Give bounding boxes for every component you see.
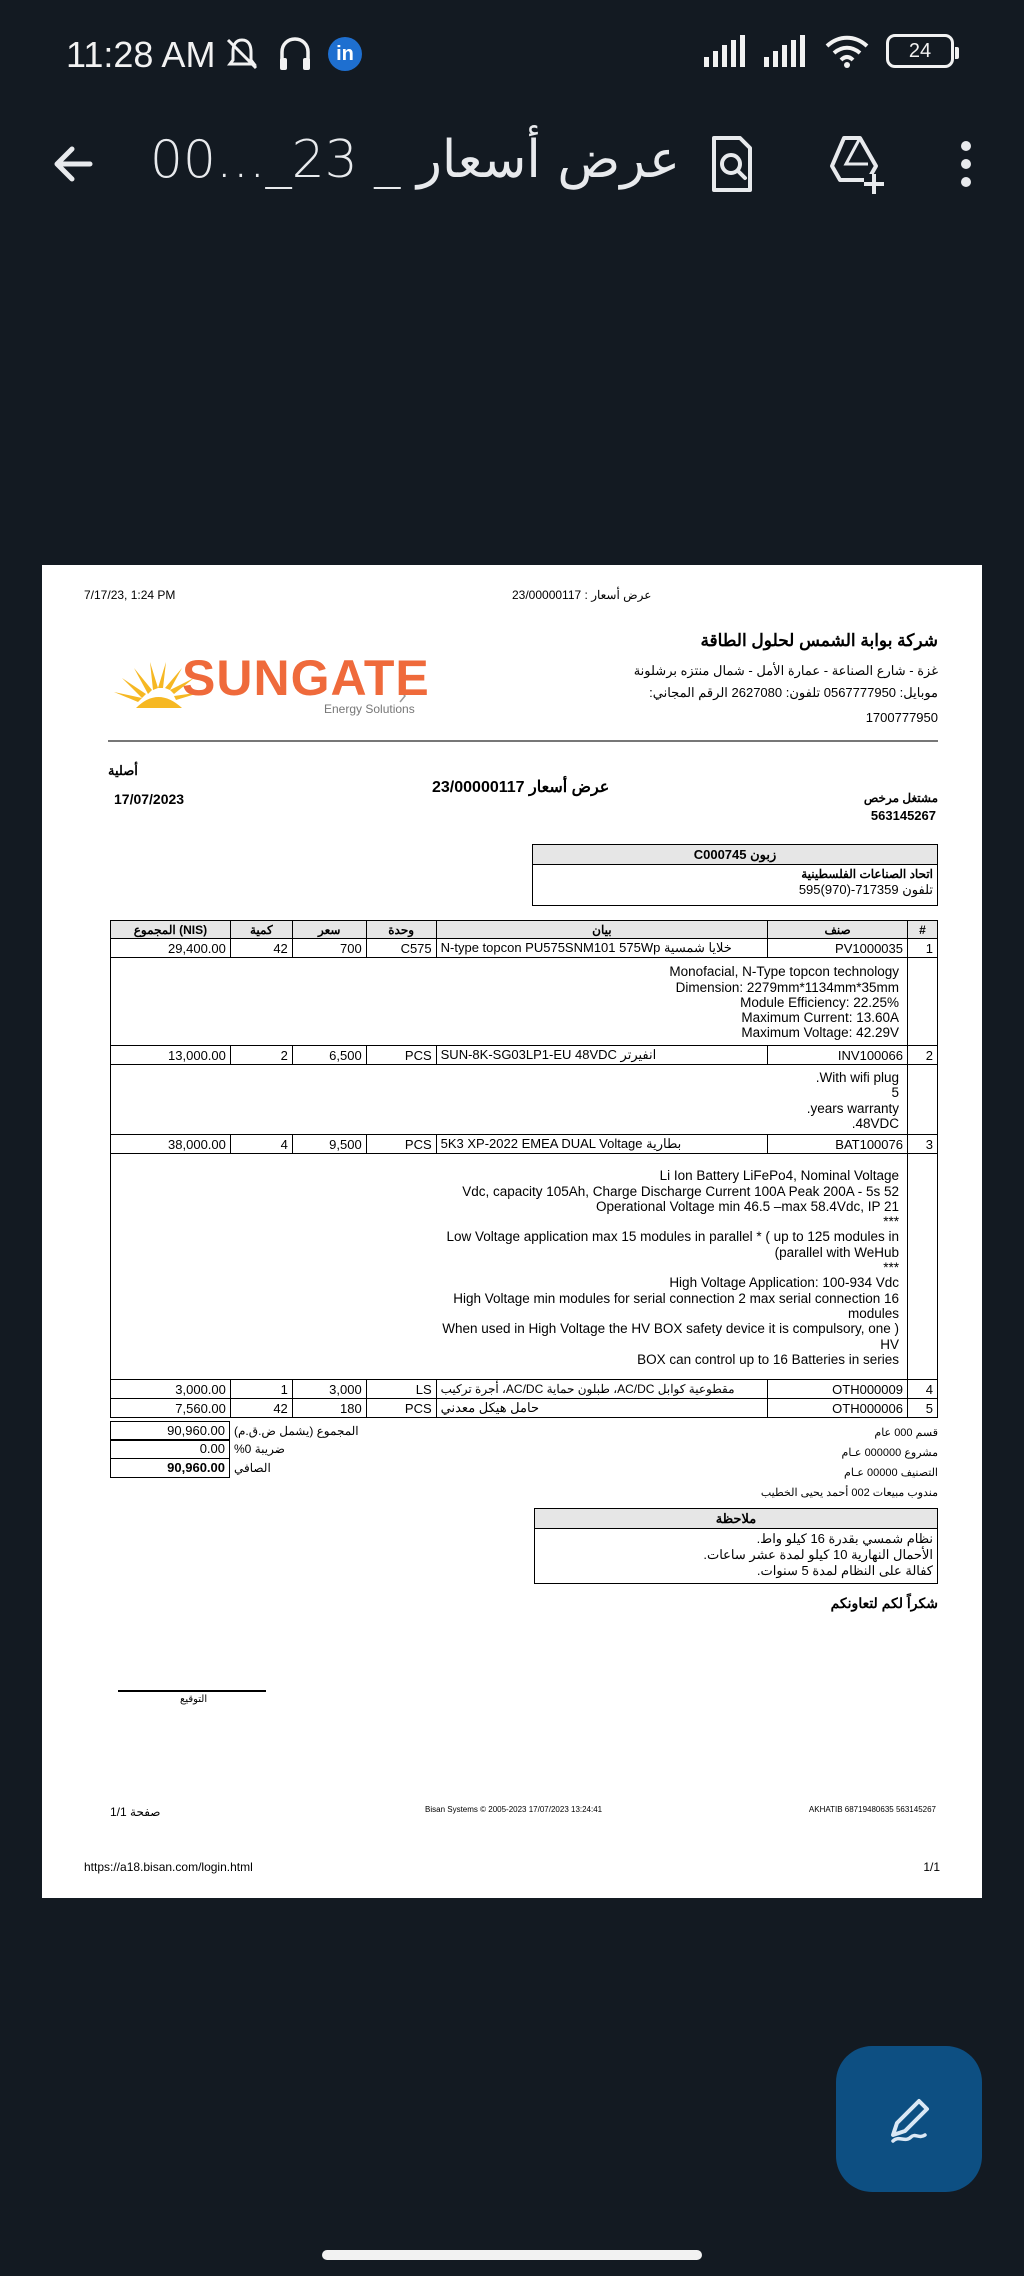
pen-edit-icon — [879, 2089, 939, 2149]
col-unit: وحدة — [366, 921, 436, 939]
tax-label: ضريبة 0% — [234, 1442, 285, 1456]
totals-box — [110, 1422, 359, 1478]
net-row — [110, 1458, 359, 1478]
headset-icon — [276, 34, 314, 74]
detail-line: High Voltage Application: 100-934 Vdc — [669, 1275, 899, 1291]
status-notifications — [222, 34, 362, 74]
row-description: خلايا شمسية N-type topcon PU575SNM101 575Wp — [436, 939, 767, 958]
row-no: 2 — [907, 1046, 937, 1065]
tax-row — [110, 1439, 359, 1459]
status-bar — [0, 0, 1024, 110]
detail-line: When used in High Voltage the HV BOX safety device it is compulsory, one ) — [442, 1321, 899, 1337]
meta-sales-rep: مندوب مبيعات 002 أحمد يحيى الخطيب — [760, 1487, 938, 1499]
row-total: 29,400.00 — [111, 939, 231, 958]
detail-line: Low Voltage application max 15 modules in parallel * ( up to 125 modules in — [446, 1229, 899, 1245]
row-details-spacer — [907, 958, 937, 1046]
row-no: 4 — [907, 1380, 937, 1399]
row-unit: PCS — [366, 1046, 436, 1065]
tax-value: 0.00 — [110, 1439, 230, 1459]
battery-level: 24 — [908, 39, 932, 62]
signature-label: التوقيع — [180, 1694, 208, 1705]
row-item: PV1000035 — [768, 939, 908, 958]
note-header: ملاحظة — [535, 1509, 937, 1529]
row-details — [111, 1065, 908, 1135]
detail-line: .years warranty — [806, 1100, 899, 1116]
table-row — [111, 1046, 938, 1065]
table-row-details — [111, 958, 938, 1046]
table-row — [111, 939, 938, 958]
linkedin-icon: in — [328, 37, 362, 71]
detail-line: .With wifi plug — [815, 1070, 899, 1085]
customer-header: زبون C000745 — [533, 845, 937, 865]
home-indicator[interactable] — [322, 2250, 702, 2260]
row-item: BAT100076 — [768, 1135, 908, 1154]
customer-phone: تلفون 717359-(970)595 — [798, 882, 933, 897]
detail-line: 5 — [891, 1085, 899, 1101]
row-total: 13,000.00 — [111, 1046, 231, 1065]
row-unit: PCS — [366, 1135, 436, 1154]
signal-icon-2 — [764, 35, 808, 67]
row-description: مقطوعية كوابل AC/DC، طبلون حماية AC/DC، أجرة تركيب — [436, 1380, 767, 1399]
meta-department: قسم 000 عام — [874, 1427, 938, 1439]
meta-classification: التصنيف 00000 عـام — [844, 1467, 938, 1479]
detail-line: Li Ion Battery LiFePo4, Nominal Voltage — [659, 1168, 899, 1184]
row-no: 3 — [907, 1135, 937, 1154]
footer-center: Bisan Systems © 2005-2023 17/07/2023 13:24:41 — [425, 1805, 603, 1814]
detail-line: Maximum Current: 13.60A — [741, 1010, 899, 1026]
signature-line — [118, 1690, 266, 1692]
header-divider — [108, 740, 938, 742]
original-label: أصلية — [108, 763, 138, 778]
row-details-spacer — [907, 1065, 937, 1135]
page-url: https://a18.bisan.com/login.html — [84, 1860, 253, 1874]
detail-line: *** — [883, 1214, 899, 1230]
row-item: INV100066 — [768, 1046, 908, 1065]
print-date: 7/17/23, 1:24 PM — [84, 588, 176, 602]
detail-line: Dimension: 2279mm*1134mm*35mm — [675, 979, 899, 995]
print-header: عرض أسعار : 23/00000117 — [512, 588, 652, 602]
col-description: بيان — [436, 921, 767, 939]
row-description: انفيرتر SUN-8K-SG03LP1-EU 48VDC — [436, 1046, 767, 1065]
page-count: 1/1 — [923, 1860, 940, 1874]
detail-line: Monofacial, N-Type topcon technology — [669, 964, 899, 980]
row-description: حامل هيكل معدني — [436, 1399, 767, 1418]
licensed-number: 563145267 — [870, 808, 936, 823]
net-value: 90,960.00 — [110, 1458, 230, 1478]
row-price: 700 — [292, 939, 366, 958]
row-price: 3,000 — [292, 1380, 366, 1399]
detail-line: modules — [847, 1305, 899, 1321]
net-label: الصافي — [234, 1460, 271, 1475]
note-body — [535, 1529, 937, 1581]
col-price: سعر — [292, 921, 366, 939]
table-header-row — [111, 921, 938, 939]
detail-line: High Voltage min modules for serial connection 2 max serial connection 16 — [453, 1290, 899, 1306]
detail-line: Operational Voltage min 46.5 –max 58.4Vdc, IP 21 — [596, 1198, 899, 1214]
table-row — [111, 1135, 938, 1154]
battery-icon — [886, 34, 954, 68]
row-qty: 1 — [230, 1380, 292, 1399]
row-no: 5 — [907, 1399, 937, 1418]
logo-text: SUNGATE — [182, 650, 430, 706]
table-row — [111, 1399, 938, 1418]
detail-line: HV — [880, 1336, 899, 1352]
detail-line: BOX can control up to 16 Batteries in series — [637, 1351, 899, 1367]
row-qty: 4 — [230, 1135, 292, 1154]
note-line: الأحمال النهارية 10 كيلو لمدة عشر ساعات. — [703, 1547, 933, 1562]
note-box — [534, 1508, 938, 1584]
company-address: غزة - شارع الصناعة - عمارة الأمل - شمال منتزه برشلونة — [633, 663, 938, 678]
thanks-text: شكراً لكم لتعاونكم — [830, 1595, 938, 1611]
row-item: OTH000006 — [768, 1399, 908, 1418]
wifi-icon — [824, 34, 870, 68]
company-contact: موبايل: 0567777950 تلفون: 2627080 الرقم المجاني: — [649, 685, 938, 700]
subtotal-value: 90,960.00 — [110, 1421, 230, 1441]
col-qty: كمية — [230, 921, 292, 939]
note-line: نظام شمسي بقدرة 16 كيلو واط. — [756, 1531, 933, 1546]
col-total: المجموع (NIS) — [111, 921, 231, 939]
document-page — [42, 565, 982, 1898]
footer-right: AKHATIB 68719480635 563145267 — [808, 1805, 936, 1814]
signal-icon — [704, 35, 748, 67]
col-item: صنف — [768, 921, 908, 939]
back-arrow-icon[interactable] — [44, 134, 104, 194]
edit-annotate-button[interactable] — [836, 2046, 982, 2192]
row-no: 1 — [907, 939, 937, 958]
ring-mute-icon — [222, 34, 262, 74]
row-total: 3,000.00 — [111, 1380, 231, 1399]
document-date: 17/07/2023 — [114, 791, 185, 807]
row-details-spacer — [907, 1154, 937, 1380]
detail-line: (parallel with WeHub — [774, 1244, 899, 1260]
row-qty: 42 — [230, 1399, 292, 1418]
row-description: بطارية 5K3 XP-2022 EMEA DUAL Voltage — [436, 1135, 767, 1154]
subtotal-label: المجموع (يشمل ض.ق.م) — [234, 1423, 359, 1438]
document-title: عرض أسعار _ 23_...00 — [149, 130, 680, 190]
detail-line: Module Efficiency: 22.25% — [740, 994, 899, 1010]
row-total: 7,560.00 — [111, 1399, 231, 1418]
page-label: صفحة 1/1 — [110, 1805, 161, 1819]
row-qty: 42 — [230, 939, 292, 958]
logo-subtitle: Energy Solutions — [324, 702, 415, 716]
drive-add-icon[interactable] — [822, 132, 886, 196]
status-time: 11:28 AM — [66, 34, 216, 75]
row-price: 6,500 — [292, 1046, 366, 1065]
table-row-details — [111, 1154, 938, 1380]
detail-line: *** — [883, 1260, 899, 1276]
row-price: 180 — [292, 1399, 366, 1418]
row-unit: PCS — [366, 1399, 436, 1418]
quotation-title: عرض أسعار 23/00000117 — [432, 779, 610, 796]
table-row — [111, 1380, 938, 1399]
col-no: # — [907, 921, 937, 939]
row-details — [111, 1154, 908, 1380]
customer-box — [532, 844, 938, 906]
company-free-number: 1700777950 — [865, 710, 938, 725]
table-row-details — [111, 1065, 938, 1135]
more-options-icon[interactable] — [934, 132, 998, 196]
items-table — [110, 920, 938, 1418]
status-system — [704, 34, 954, 68]
company-name: شركة بوابة الشمس لحلول الطاقة — [700, 631, 938, 650]
licensed-label: مشتغل مرخص — [863, 791, 938, 805]
row-price: 9,500 — [292, 1135, 366, 1154]
document-meta — [761, 1423, 938, 1503]
row-total: 38,000.00 — [111, 1135, 231, 1154]
meta-project: مشروع 000000 عـام — [841, 1447, 938, 1459]
row-unit: LS — [366, 1380, 436, 1399]
detail-line: Maximum Voltage: 42.29V — [741, 1025, 899, 1041]
note-line: كفالة على النظام لمدة 5 سنوات. — [756, 1563, 933, 1578]
row-details — [111, 958, 908, 1046]
app-toolbar — [0, 110, 1024, 220]
document-search-icon[interactable] — [700, 132, 764, 196]
row-qty: 2 — [230, 1046, 292, 1065]
subtotal-row — [110, 1421, 359, 1441]
detail-line: .48VDC — [851, 1115, 899, 1131]
row-item: OTH000009 — [768, 1380, 908, 1399]
customer-name: اتحاد الصناعات الفلسطينية — [801, 867, 933, 881]
row-unit: C575 — [366, 939, 436, 958]
detail-line: Vdc, capacity 105Ah, Charge Discharge Current 100A Peak 200A - 5s 52 — [462, 1183, 899, 1199]
